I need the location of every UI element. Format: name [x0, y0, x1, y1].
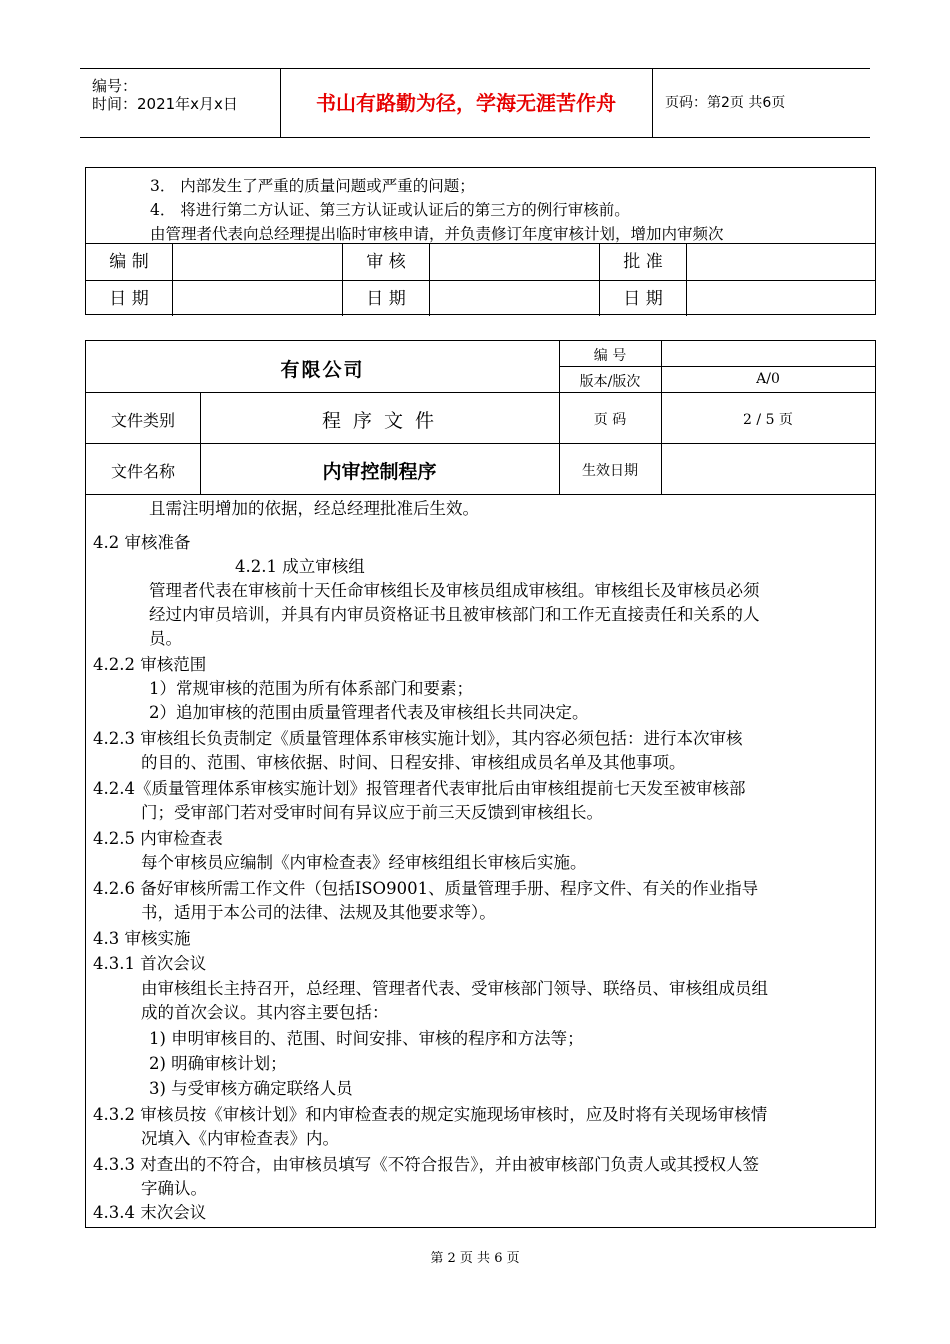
list-item: 2）追加审核的范围由质量管理者代表及审核组长共同决定。 — [149, 703, 589, 722]
procedure-body — [85, 494, 876, 1228]
body-line: 书，适用于本公司的法律、法规及其他要求等）。 — [141, 903, 496, 922]
page-footer: 第 2 页 共 6 页 — [430, 1251, 520, 1266]
text-line: 由管理者代表向总经理提出临时审核申请，并负责修订年度审核计划，增加内审频次 — [150, 225, 724, 243]
body-line: 且需注明增加的依据，经总经理批准后生效。 — [149, 499, 479, 518]
subsection-heading: 4.2.1 成立审核组 — [235, 557, 365, 576]
category-label: 文件类别 — [110, 411, 175, 430]
list-item: 2) 明确审核计划； — [149, 1054, 287, 1073]
date-value — [430, 281, 600, 316]
body-line: 4.3.2 审核员按《审核计划》和内审检查表的规定实施现场审核时，应及时将有关现场审核情 — [93, 1105, 768, 1124]
reviewed-label: 审 核 — [343, 244, 430, 281]
date-label: 日 期 — [600, 281, 687, 316]
page-label: 页 码 — [593, 412, 627, 428]
document-header-table — [85, 340, 876, 495]
code-label: 编 号 — [593, 348, 627, 364]
approval-table — [85, 167, 876, 315]
body-line: 4.3.3 对查出的不符合，由审核员填写《不符合报告》，并由被审核部门负责人或其授权人签 — [93, 1155, 759, 1174]
body-line: 管理者代表在审核前十天任命审核组长及审核员组成审核组。审核组长及审核员必须 — [149, 581, 760, 600]
body-line: 的目的、范围、审核依据、时间、日程安排、审核组成员名单及其他事项。 — [141, 753, 686, 772]
name-label: 文件名称 — [110, 462, 175, 481]
body-line: 经过内审员培训，并具有内审员资格证书且被审核部门和工作无直接责任和关系的人 — [149, 605, 760, 624]
subsection-heading: 4.3.4 末次会议 — [93, 1203, 207, 1222]
list-item: 1) 申明审核目的、范围、时间安排、审核的程序和方法等； — [149, 1029, 584, 1048]
date-row — [86, 280, 875, 316]
compiled-label: 编 制 — [86, 244, 173, 281]
version-label: 版本/版次 — [579, 374, 641, 390]
page-info: 页码：第2页 共6页 — [665, 95, 786, 111]
body-line: 字确认。 — [141, 1179, 207, 1198]
body-line: 况填入《内审检查表》内。 — [141, 1129, 339, 1148]
approved-label: 批 准 — [600, 244, 687, 281]
reviewed-value — [430, 244, 600, 281]
effective-label: 生效日期 — [582, 463, 638, 479]
company-name: 有限公司 — [280, 359, 365, 381]
code-label: 编号： — [92, 77, 138, 95]
approval-row — [86, 243, 875, 281]
body-line: 4.2.3 审核组长负责制定《质量管理体系审核实施计划》，其内容必须包括：进行本次审核 — [93, 729, 743, 748]
subsection-heading: 4.3.1 首次会议 — [93, 954, 207, 973]
body-line: 成的首次会议。其内容主要包括： — [141, 1003, 389, 1022]
body-line: 门；受审部门若对受审时间有异议应于前三天反馈到审核组长。 — [141, 803, 603, 822]
page-header — [80, 68, 870, 138]
motto: 书山有路勤为径，学海无涯苦作舟 — [280, 69, 653, 137]
subsection-heading: 4.2.5 内审检查表 — [93, 829, 223, 848]
subsection-heading: 4.2.2 审核范围 — [93, 655, 207, 674]
section-heading: 4.3 审核实施 — [93, 929, 191, 948]
date-label: 日 期 — [86, 281, 173, 316]
body-line: 4.2.6 备好审核所需工作文件（包括ISO9001、质量管理手册、程序文件、有关的作业指导 — [93, 879, 759, 898]
text-line: 4． 将进行第二方认证、第三方认证或认证后的第三方的例行审核前。 — [150, 201, 630, 219]
time-label: 时间：2021年x月x日 — [92, 95, 238, 113]
version-value: A/0 — [756, 371, 780, 387]
body-line: 4.2.4《质量管理体系审核实施计划》报管理者代表审批后由审核组提前七天发至被审核部 — [93, 779, 746, 798]
date-label: 日 期 — [343, 281, 430, 316]
category-value: 程 序 文 件 — [321, 410, 438, 432]
date-value — [173, 281, 343, 316]
list-item: 1）常规审核的范围为所有体系部门和要素； — [149, 679, 473, 698]
body-line: 每个审核员应编制《内审检查表》经审核组组长审核后实施。 — [141, 853, 587, 872]
list-item: 3) 与受审核方确定联络人员 — [149, 1079, 353, 1098]
body-line: 员。 — [149, 629, 182, 648]
document-title: 内审控制程序 — [322, 461, 437, 483]
page-value: 2 / 5 页 — [743, 412, 793, 428]
header-info — [80, 69, 281, 137]
text-line: 3． 内部发生了严重的质量问题或严重的问题； — [150, 177, 475, 195]
compiled-value — [173, 244, 343, 281]
section-heading: 4.2 审核准备 — [93, 533, 191, 552]
body-line: 由审核组长主持召开，总经理、管理者代表、受审核部门领导、联络员、审核组成员组 — [141, 979, 768, 998]
